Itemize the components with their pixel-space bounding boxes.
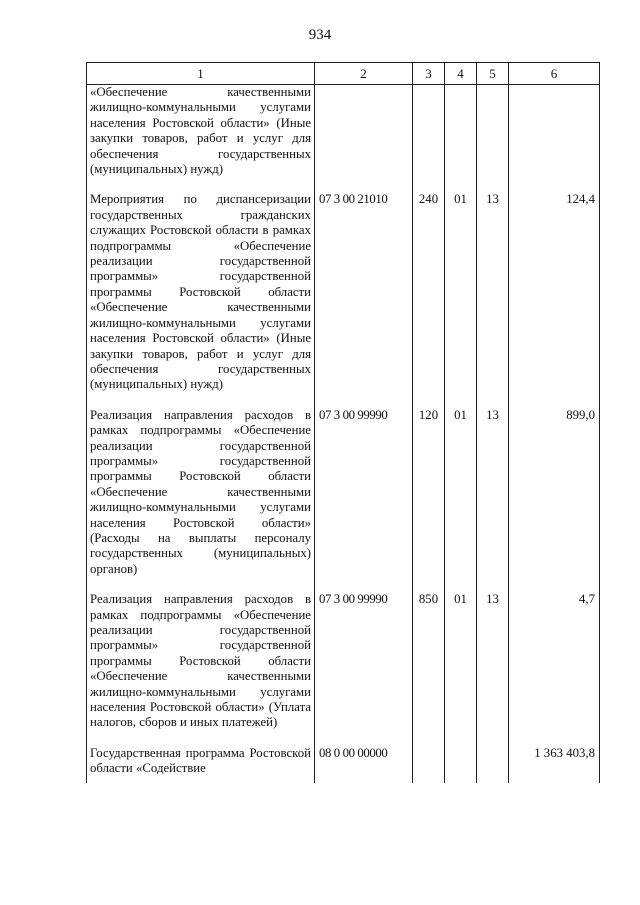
row-section [445, 737, 477, 783]
row-target-code: 07 3 00 99990 [315, 399, 413, 583]
row-expense-type [413, 737, 445, 783]
table-row [87, 399, 600, 583]
row-section: 01 [445, 583, 477, 737]
row-subsection: 13 [477, 183, 509, 398]
column-header-6: 6 [509, 63, 600, 85]
table-row [87, 85, 600, 184]
row-description: Реализация направления расходов в рамках подпрограммы «Обеспечение реализации государственной программы» государственной программы Ростовской области «Обеспечение качественными жилищно-коммунальными услугами населения Ростовской области» (Расходы на выплаты персоналу государственных (муниципальных) органов) [87, 399, 315, 583]
row-subsection [477, 85, 509, 184]
row-description: Мероприятия по диспансеризации государственных гражданских служащих Ростовской области в рамках подпрограммы «Обеспечение реализации государственной программы» государственной программы Ростовской области «Обеспечение качественными жилищно-коммунальными услугами населения Ростовской области» (Иные закупки товаров, работ и услуг для обеспечения государственных (муниципальных) нужд) [87, 183, 315, 398]
row-subsection: 13 [477, 583, 509, 737]
row-expense-type: 120 [413, 399, 445, 583]
row-expense-type [413, 85, 445, 184]
column-header-3: 3 [413, 63, 445, 85]
row-target-code [315, 85, 413, 184]
row-target-code: 07 3 00 21010 [315, 183, 413, 398]
row-section [445, 85, 477, 184]
row-subsection [477, 737, 509, 783]
column-header-5: 5 [477, 63, 509, 85]
table-row [87, 737, 600, 783]
table-row [87, 583, 600, 737]
row-description: Реализация направления расходов в рамках подпрограммы «Обеспечение реализации государственной программы» государственной программы Ростовской области «Обеспечение качественными жилищно-коммунальными услугами населения Ростовской области» (Уплата налогов, сборов и иных платежей) [87, 583, 315, 737]
row-description: Государственная программа Ростовской области «Содействие [87, 737, 315, 783]
budget-table [86, 62, 600, 783]
row-section: 01 [445, 183, 477, 398]
column-header-1: 1 [87, 63, 315, 85]
row-section: 01 [445, 399, 477, 583]
row-amount: 124,4 [509, 183, 600, 398]
row-amount [509, 85, 600, 184]
row-amount: 1 363 403,8 [509, 737, 600, 783]
row-expense-type: 850 [413, 583, 445, 737]
column-header-2: 2 [315, 63, 413, 85]
row-target-code: 07 3 00 99990 [315, 583, 413, 737]
column-header-4: 4 [445, 63, 477, 85]
row-subsection: 13 [477, 399, 509, 583]
row-amount: 4,7 [509, 583, 600, 737]
row-amount: 899,0 [509, 399, 600, 583]
row-expense-type: 240 [413, 183, 445, 398]
page-number: 934 [308, 27, 332, 43]
table-row [87, 183, 600, 398]
row-target-code: 08 0 00 00000 [315, 737, 413, 783]
row-description: «Обеспечение качественными жилищно-коммунальными услугами населения Ростовской области» (Иные закупки товаров, работ и услуг для обеспечения государственных (муниципальных) нужд) [87, 85, 315, 184]
column-number-header [87, 63, 600, 85]
